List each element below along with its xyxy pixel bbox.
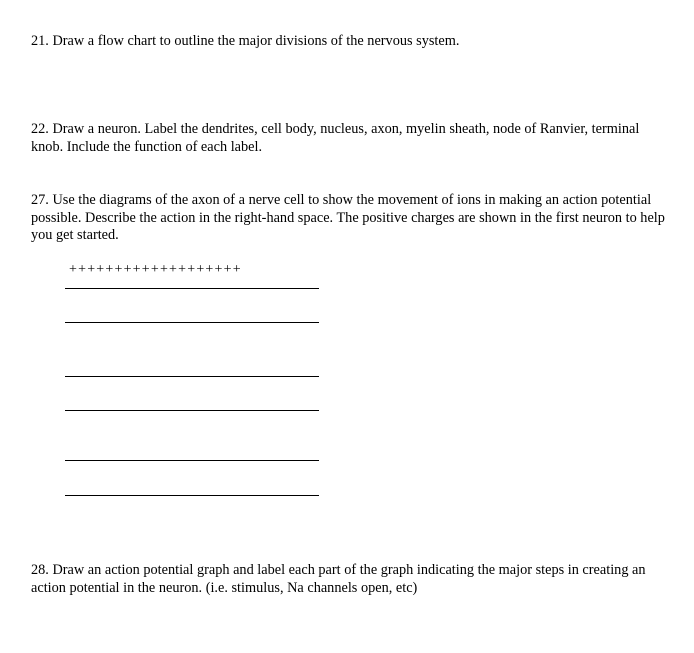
question-21: 21. Draw a flow chart to outline the major divisions of the nervous system. xyxy=(31,33,460,49)
axon-2-top-membrane xyxy=(65,376,319,377)
question-28: 28. Draw an action potential graph and label each part of the graph indicating the major steps in creating an action potential in the neuron. (i.e. stimulus, Na channels open, etc) xyxy=(31,562,646,596)
axon-2-bottom-membrane xyxy=(65,410,319,411)
axon-1-bottom-membrane xyxy=(65,322,319,323)
axon-3-top-membrane xyxy=(65,460,319,461)
question-27: 27. Use the diagrams of the axon of a nerve cell to show the movement of ions in making an action potential possible. Describe the action in the right-hand space. The positive charges are shown in the first neuron to help you get started. xyxy=(31,192,665,243)
axon-3-bottom-membrane xyxy=(65,495,319,496)
positive-charges-row: +++++++++++++++++++ xyxy=(69,262,242,277)
axon-1-top-membrane xyxy=(65,288,319,289)
question-22: 22. Draw a neuron. Label the dendrites, cell body, nucleus, axon, myelin sheath, node of Ranvier, terminal knob. Include the function of each label. xyxy=(31,121,640,155)
